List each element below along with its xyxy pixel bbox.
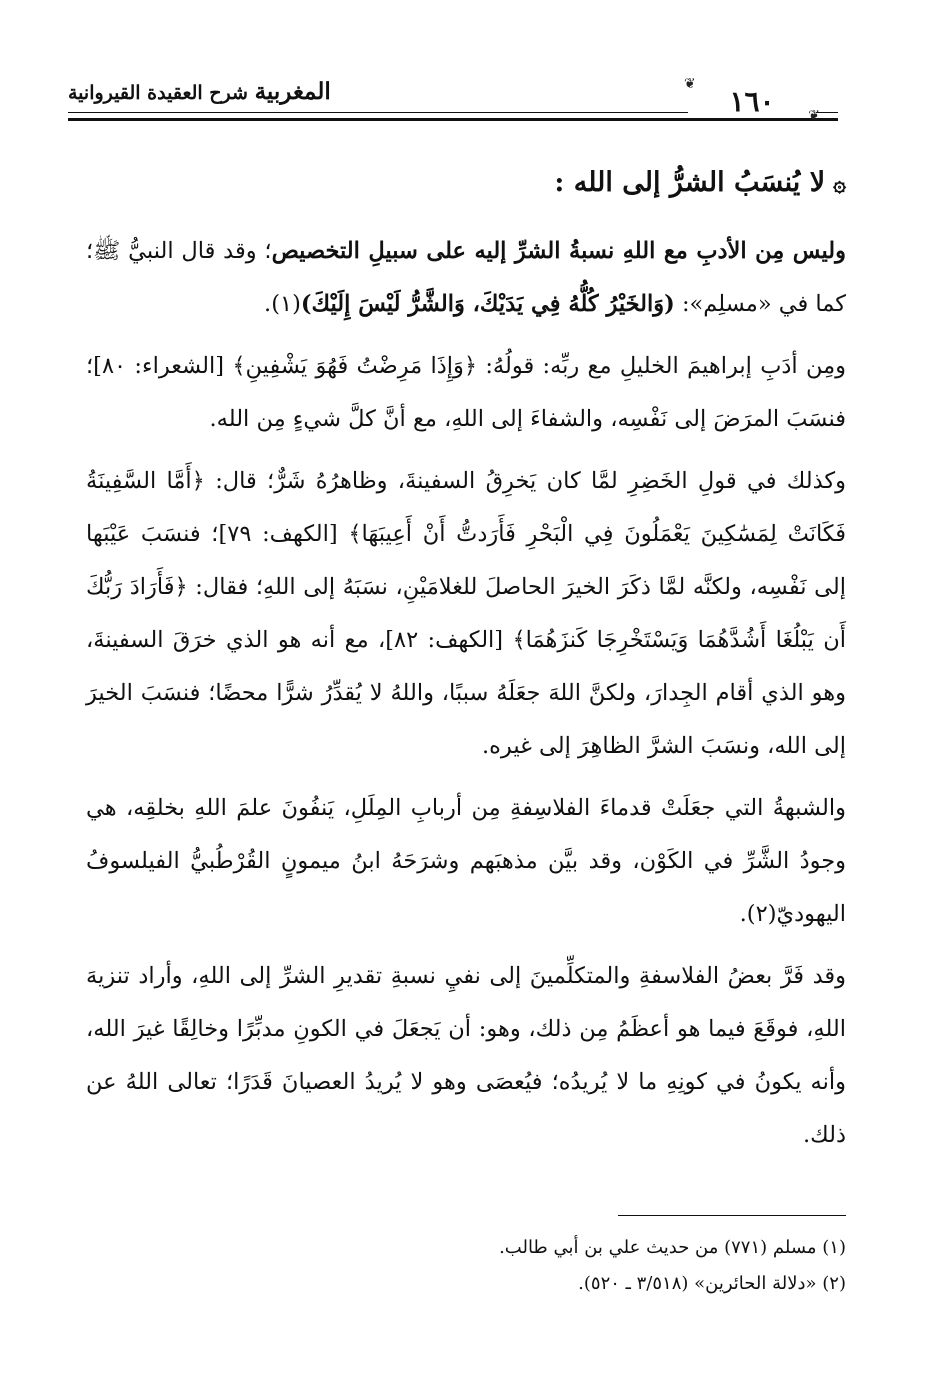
footnote-2: (٢) «دلالة الحائرين» (٣/٥١٨ ـ ٥٢٠). [578, 1273, 846, 1294]
paragraph-text: ؛ وقد قال النبيُّ ﷺ؛ كما في «مسلِم»: [86, 238, 846, 317]
paragraph-2: ومِن أدَبِ إبراهيمَ الخليلِ مع ربِّه: قولُهُ: ﴿وَإِذَا مَرِضْتُ فَهُوَ يَشْفِينِ﴾ [الشعراء: ٨٠]؛ فنسَبَ المرَضَ إلى نَفْسِه، والشفاءَ إلى اللهِ، مع أنَّ كلَّ شيءٍ مِن الله. [86, 353, 846, 432]
footnotes [86, 1230, 846, 1302]
footnote-separator [618, 1215, 846, 1216]
paragraph-1 [86, 225, 846, 331]
footnote-ref: (١). [264, 291, 301, 317]
book-subtitle: شرح العقيدة القيروانية [68, 82, 248, 104]
ornament-icon: ❦ [808, 108, 820, 124]
section-heading-text: لا يُنسَبُ الشرُّ إلى الله : [554, 167, 826, 198]
main-text [86, 160, 846, 1171]
book-title: المغربية [254, 78, 331, 105]
paragraph-lead: وليس مِن الأدبِ مع اللهِ نسبةُ الشرِّ إليه على سبيلِ التخصيص [271, 238, 846, 264]
header-rule-bottom [68, 118, 838, 121]
page-header [68, 72, 838, 132]
hadith-quote: (وَالخَيْرُ كُلُّهُ فِي يَدَيْكَ، وَالشَّرُّ لَيْسَ إِلَيْكَ) [300, 291, 675, 317]
paragraph-3: وكذلك في قولِ الخَضِرِ لمَّا كان يَخرِقُ السفينةَ، وظاهرُهُ شَرٌّ؛ قال: ﴿أَمَّا السَّفِينَةُ فَكَانَتْ لِمَسَٰكِينَ يَعْمَلُونَ فِي الْبَحْرِ فَأَرَدتُّ أَنْ أَعِيبَهَا﴾ [الكهف: ٧٩]؛ فنسَبَ عَيْبَها إلى نَفْسِه، ولكنَّه لمَّا ذكَرَ الخيرَ الحاصلَ للغلامَيْنِ، نسَبَهُ إلى اللهِ؛ فقال: ﴿فَأَرَادَ رَبُّكَ أَن يَبْلُغَا أَشُدَّهُمَا وَيَسْتَخْرِجَا كَنزَهُمَا﴾ [الكهف: ٨٢]، مع أنه هو الذي خرَقَ السفينةَ، وهو الذي أقام الجِدارَ، ولكنَّ اللهَ جعَلَهُ سببًا، واللهُ لا يُقدِّرُ شرًّا محضًا؛ فنسَبَ الخيرَ إلى الله، ونسَبَ الشرَّ الظاهِرَ إلى غيره. [86, 468, 846, 759]
page-number-frame [684, 76, 820, 124]
ornament-icon: ❦ [684, 76, 696, 92]
page-number: ١٦٠ [729, 84, 775, 118]
section-mark-icon: ۞ [833, 171, 846, 197]
running-title [68, 78, 331, 105]
section-heading [86, 160, 846, 207]
footnote-1: (١) مسلم (٧٧١) من حديث علي بن أبي طالب. [499, 1237, 846, 1258]
paragraph-4: والشبهةُ التي جعَلَتْ قدماءَ الفلاسِفةِ مِن أربابِ المِلَلِ، يَنفُونَ علمَ اللهِ بخلقِه، هي وجودُ الشَّرِّ في الكَوْن، وقد بيَّن مذهبَهم وشرَحَهُ ابنُ ميمونٍ القُرْطُبيُّ الفيلسوفُ اليهوديّ(٢). [86, 795, 846, 927]
paragraph-5: وقد فَرَّ بعضُ الفلاسفةِ والمتكلِّمينَ إلى نفيِ نسبةِ تقديرِ الشرِّ إلى اللهِ، وأراد تنزيهَ اللهِ، فوقَعَ فيما هو أعظَمُ مِن ذلك، وهو: أن يَجعَلَ في الكونِ مدبِّرًا وخالِقًا غيرَ الله، وأنه يكونُ في كونِهِ ما لا يُريدُه؛ فيُعصَى وهو لا يُريدُ العصيانَ قَدَرًا؛ تعالى اللهُ عن ذلك. [86, 963, 846, 1148]
